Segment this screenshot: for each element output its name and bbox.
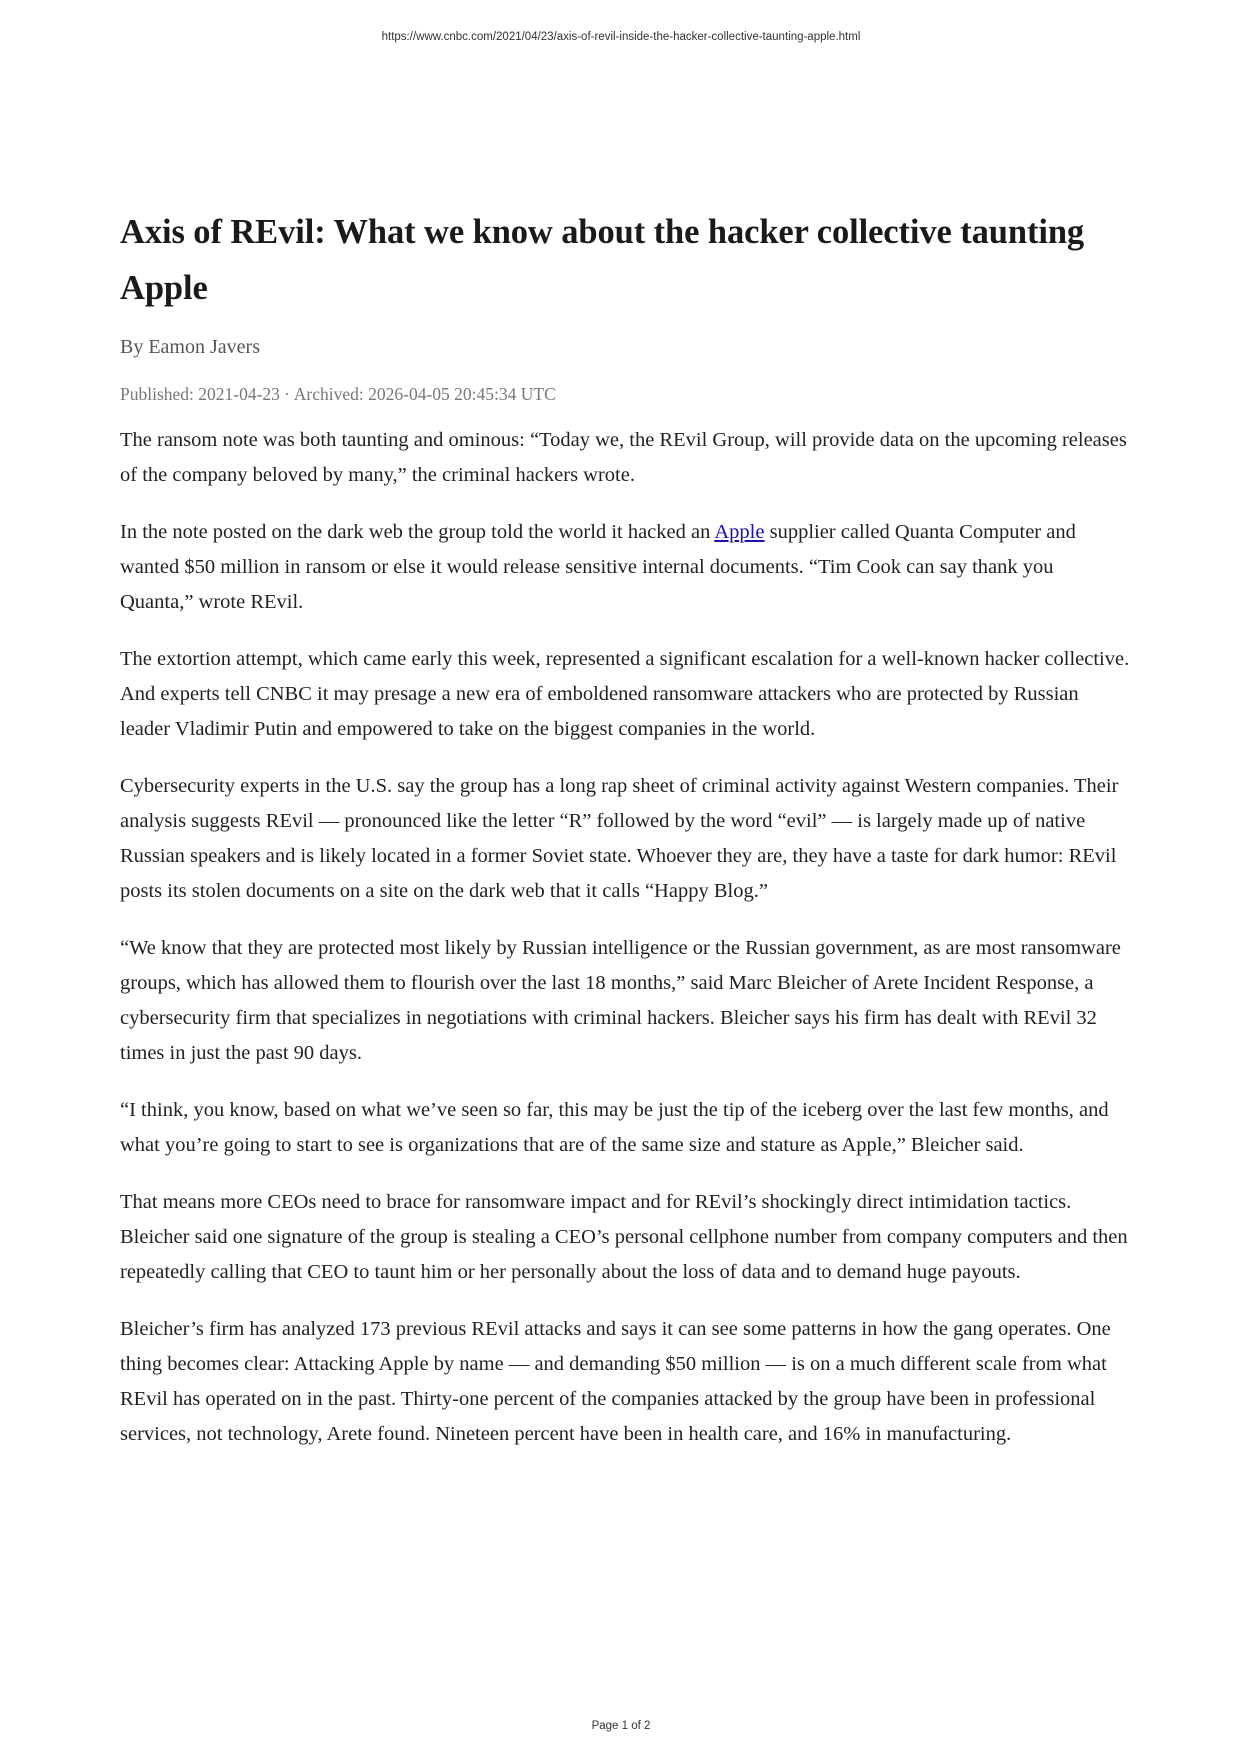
apple-link[interactable]: Apple [714, 521, 765, 543]
article-body [120, 423, 1130, 1452]
archived-date: Archived: 2026-04-05 20:45:34 UTC [293, 384, 556, 404]
paragraph-3: The extortion attempt, which came early this week, represented a significant escalation for a well-known hacker collective. And experts tell CNBC it may presage a new era of emboldened ransomware attackers who are protected by Russian leader Vladimir Putin and empowered to take on the biggest companies in the world. [120, 648, 1130, 740]
paragraph-5: “We know that they are protected most likely by Russian intelligence or the Russian government, as are most ransomware groups, which has allowed them to flourish over the last 18 months,” said Marc Bleicher of Arete Incident Response, a cybersecurity firm that specializes in negotiations with criminal hackers. Bleicher says his firm has dealt with REvil 32 times in just the past 90 days. [120, 937, 1121, 1064]
page-url: https://www.cnbc.com/2021/04/23/axis-of-revil-inside-the-hacker-collective-taunting-apple.html [381, 31, 861, 43]
paragraph-2-text-before: In the note posted on the dark web the group told the world it hacked an [120, 521, 715, 543]
paragraph-6: “I think, you know, based on what we’ve seen so far, this may be just the tip of the iceberg over the last few months, and what you’re going to start to see is organizations that are of the same size and stature as Apple,” Bleicher said. [120, 1099, 1109, 1156]
paragraph-2 [120, 515, 1130, 620]
date-separator: · [283, 384, 290, 404]
paragraph-7: That means more CEOs need to brace for ransomware impact and for REvil’s shockingly direct intimidation tactics. Bleicher said one signature of the group is stealing a CEO’s personal cellphone number from company computers and then repeatedly calling that CEO to taunt him or her personally about the loss of data and to demand huge payouts. [120, 1191, 1128, 1283]
article-title: Axis of REvil: What we know about the hacker collective taunting Apple [120, 213, 1085, 307]
page-number: Page 1 of 2 [591, 1720, 651, 1732]
article-byline: By Eamon Javers [120, 336, 260, 358]
published-date: Published: 2021-04-23 [120, 384, 280, 404]
paragraph-2-text-after: supplier called Quanta Computer and wanted $50 million in ransom or else it would release sensitive internal documents. “Tim Cook can say thank you Quanta,” wrote REvil. [120, 521, 1076, 613]
paragraph-8: Bleicher’s firm has analyzed 173 previous REvil attacks and says it can see some patterns in how the gang operates. One thing becomes clear: Attacking Apple by name — and demanding $50 million — is on a much different scale from what REvil has operated on in the past. Thirty-one percent of the companies attacked by the group have been in professional services, not technology, Arete found. Nineteen percent have been in health care, and 16% in manufacturing. [120, 1318, 1111, 1445]
paragraph-4: Cybersecurity experts in the U.S. say the group has a long rap sheet of criminal activity against Western companies. Their analysis suggests REvil — pronounced like the letter “R” followed by the word “evil” — is largely made up of native Russian speakers and is likely located in a former Soviet state. Whoever they are, they have a taste for dark humor: REvil posts its stolen documents on a site on the dark web that it calls “Happy Blog.” [120, 775, 1119, 902]
paragraph-1: The ransom note was both taunting and ominous: “Today we, the REvil Group, will provide data on the upcoming releases of the company beloved by many,” the criminal hackers wrote. [120, 429, 1127, 486]
article-dates [120, 381, 1130, 407]
article [120, 204, 1130, 1474]
